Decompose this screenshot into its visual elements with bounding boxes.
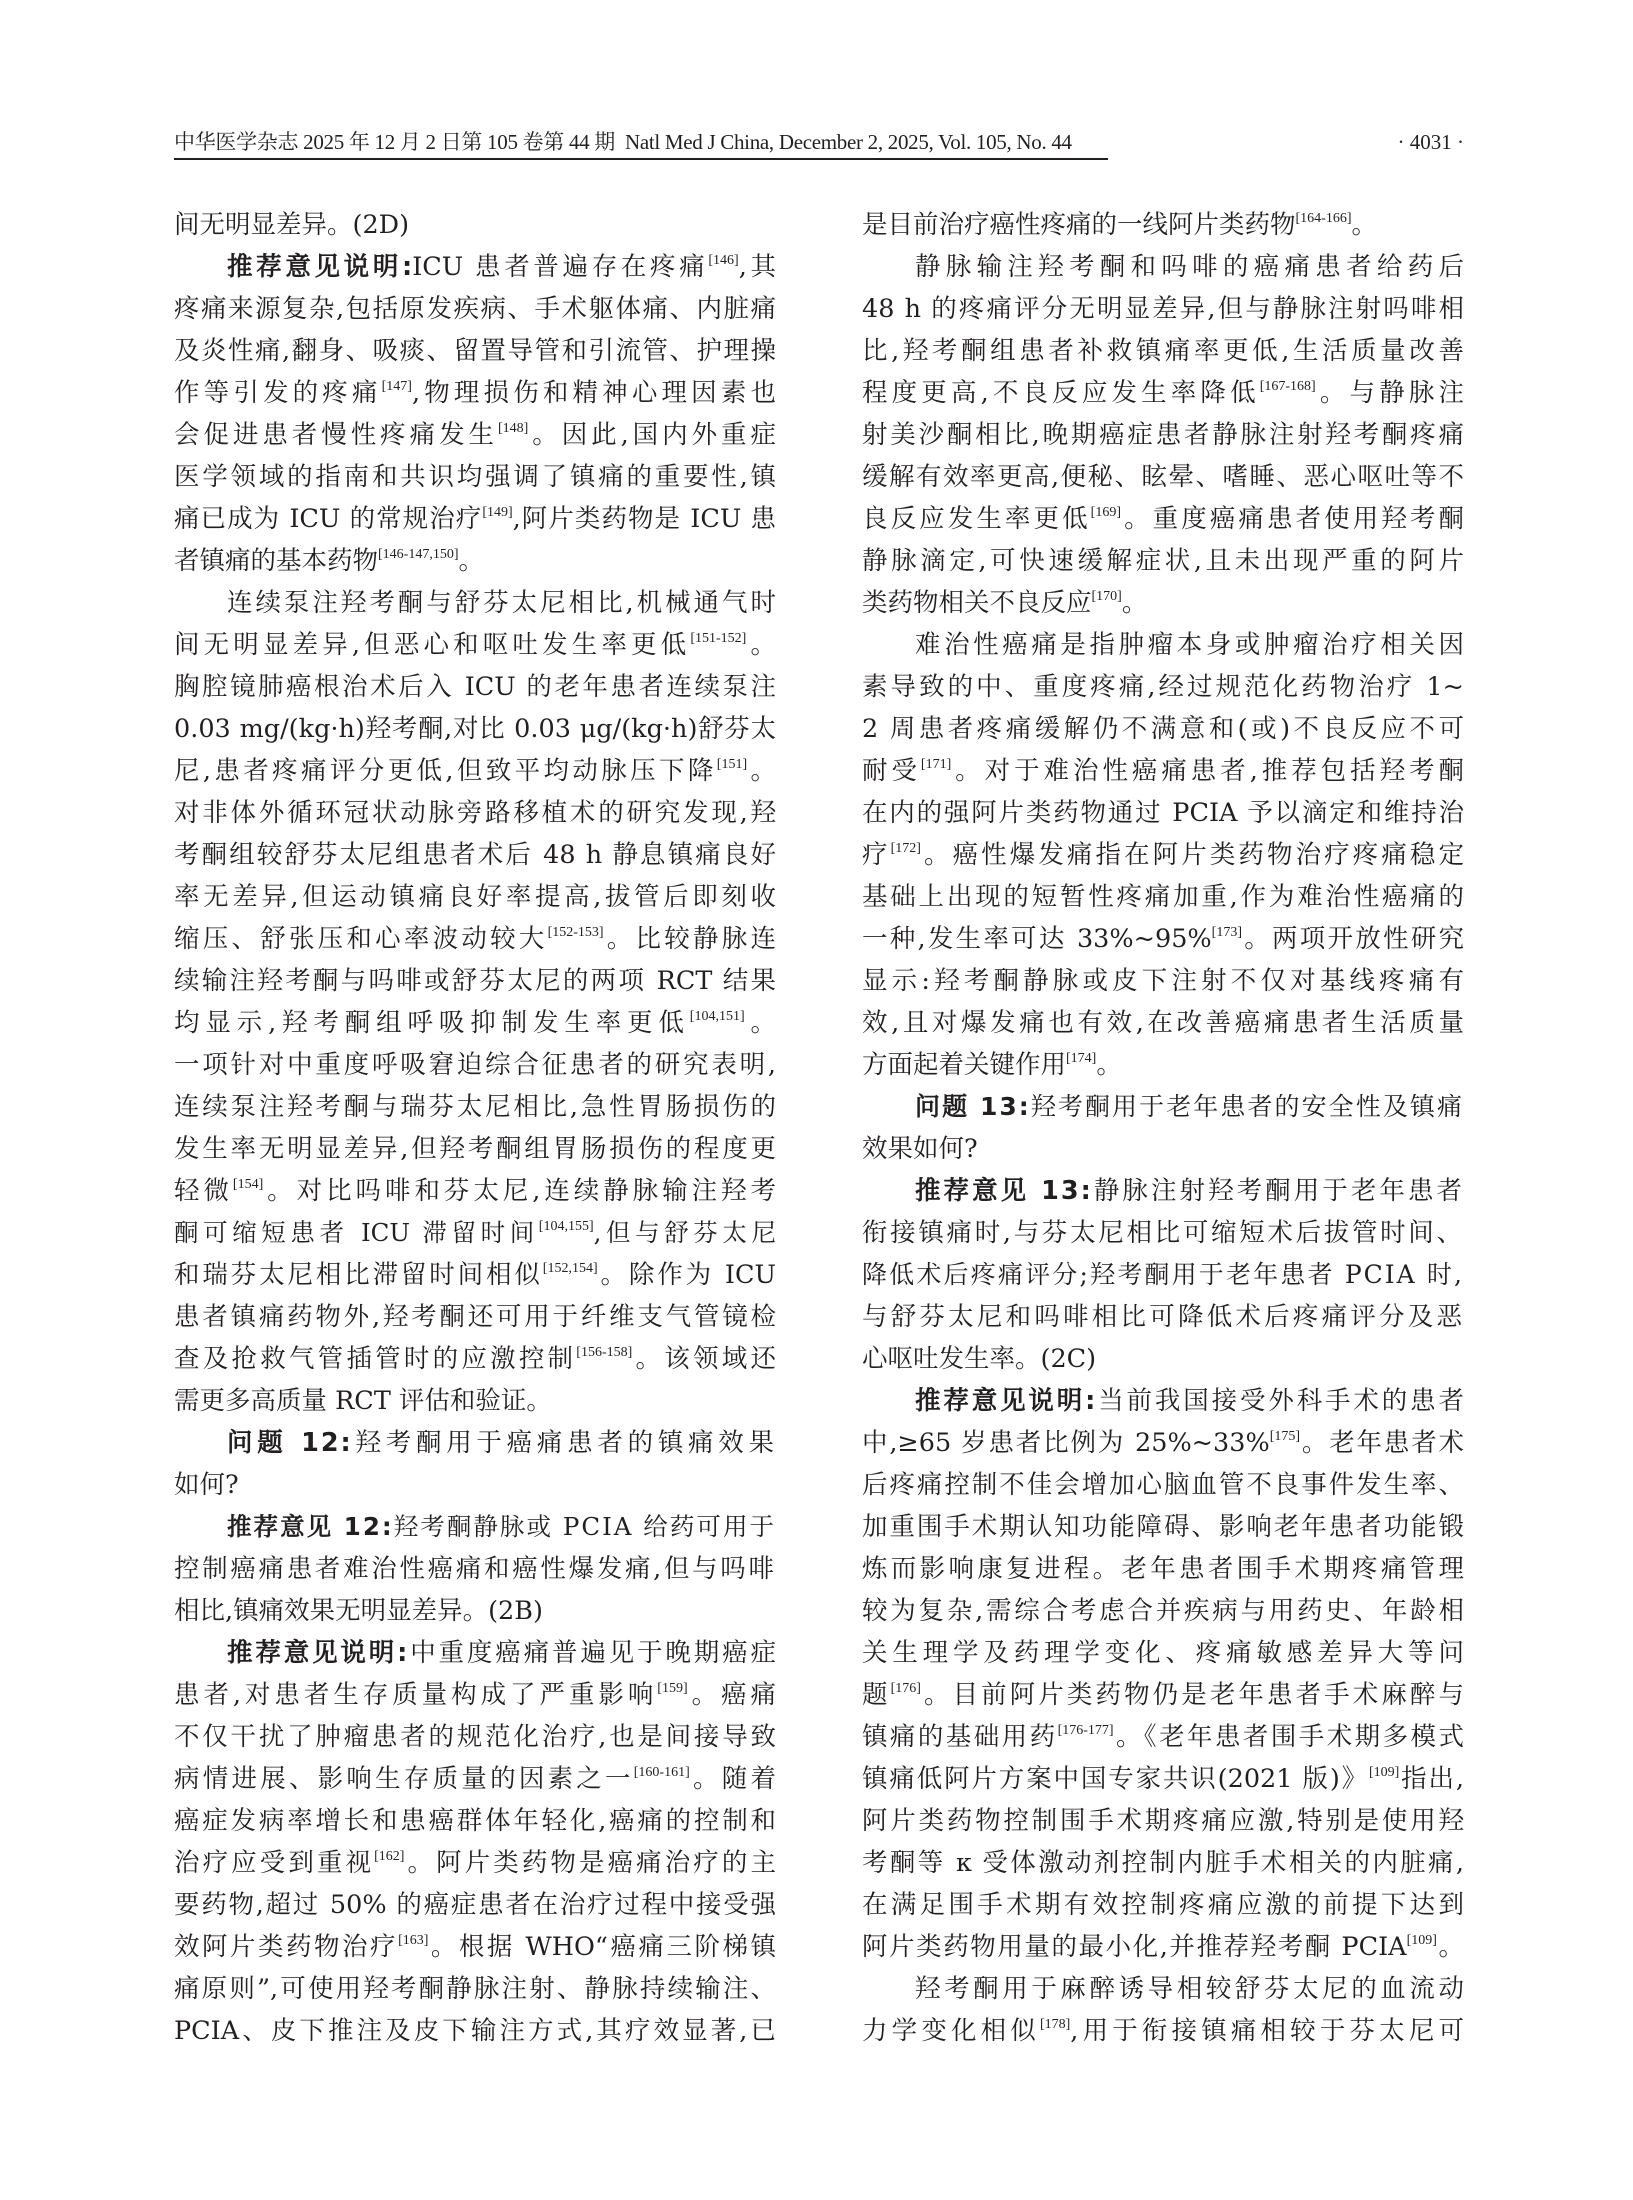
text-line: [862, 1548, 1464, 1590]
citation-superscript: [178]: [1039, 2017, 1071, 2032]
body-text: 静脉注射羟考酮用于老年患者: [1092, 1176, 1464, 1206]
body-text: 疼痛来源复杂,包括原发疾病、手术躯体痛、内脏痛: [174, 294, 776, 324]
body-text: 羟考酮静脉或 PCIA 给药可用于: [393, 1512, 776, 1541]
body-text: 类药物相关不良反应: [862, 588, 1092, 618]
text-line: [862, 1926, 1464, 1968]
body-text: 效果如何?: [862, 1134, 978, 1164]
citation-superscript: [159]: [657, 1681, 688, 1696]
text-line: [862, 1800, 1464, 1842]
text-line: [862, 1212, 1464, 1254]
text-line: [174, 1002, 776, 1044]
text-line: [174, 1212, 776, 1254]
body-text: 镇痛的基础用药: [862, 1722, 1058, 1752]
body-text: 患者,对患者生存质量构成了严重影响: [174, 1680, 658, 1710]
text-line: [862, 1338, 1464, 1380]
text-line: [174, 1338, 776, 1380]
text-line: [862, 1422, 1464, 1464]
citation-superscript: [148]: [497, 421, 529, 436]
citation-superscript: [109]: [1406, 1933, 1437, 1948]
body-text: 胸腔镜肺癌根治术后入 ICU 的老年患者连续泵注: [174, 672, 776, 702]
text-line: [174, 372, 776, 414]
text-line: [862, 582, 1464, 624]
body-text: 。: [746, 630, 776, 660]
text-line: [174, 666, 776, 708]
citation-superscript: [149]: [482, 505, 513, 520]
body-text: 。: [747, 756, 776, 786]
text-line: [862, 624, 1464, 666]
body-text: ,其: [738, 252, 776, 282]
body-text: 。重度癌痛患者使用羟考酮: [1121, 504, 1464, 534]
citation-superscript: [156-158]: [576, 1345, 633, 1360]
section-label: 问题 12:: [227, 1428, 353, 1458]
text-line: [862, 2010, 1464, 2052]
text-line: [862, 750, 1464, 792]
citation-superscript: [152,154]: [542, 1261, 598, 1276]
text-line: [862, 1968, 1464, 2010]
text-line: [174, 624, 776, 666]
body-text: 如何?: [174, 1470, 239, 1500]
citation-superscript: [170]: [1091, 589, 1122, 604]
journal-title-cn: 中华医学杂志 2025 年 12 月 2 日第 105 卷第 44 期: [174, 130, 615, 154]
body-text: ,用于衔接镇痛相较于芬太尼可: [1070, 2016, 1464, 2046]
body-text: 素导致的中、重度疼痛,经过规范化药物治疗 1~: [862, 672, 1464, 702]
text-line: [862, 246, 1464, 288]
body-text: 间无明显差异。(2D): [174, 210, 410, 240]
text-line: [174, 1380, 776, 1422]
text-line: [174, 1464, 776, 1506]
citation-superscript: [104,155]: [538, 1219, 594, 1234]
body-text: 题: [862, 1680, 891, 1710]
body-text: 作等引发的疼痛: [174, 378, 382, 408]
body-text: 缩压、舒张压和心率波动较大: [174, 924, 548, 954]
body-text: 中,≥65 岁患者比例为 25%~33%: [862, 1428, 1270, 1458]
body-text: 查及抢救气管插管时的应激控制: [174, 1344, 577, 1374]
text-line: [174, 1254, 776, 1296]
text-line: [862, 1674, 1464, 1716]
body-text: 阿片类药物控制围手术期疼痛应激,特别是使用羟: [862, 1806, 1464, 1836]
body-text: 衔接镇痛时,与芬太尼相比可缩短术后拔管时间、: [862, 1218, 1464, 1248]
text-line: [862, 876, 1464, 918]
body-text: 。阿片类药物是癌痛治疗的主: [404, 1848, 776, 1878]
body-text: 与舒芬太尼和吗啡相比可降低术后疼痛评分及恶: [862, 1302, 1464, 1332]
body-text: 考酮组较舒芬太尼组患者术后 48 h 静息镇痛良好: [174, 840, 776, 870]
citation-superscript: [176-177]: [1057, 1723, 1114, 1738]
text-line: [174, 708, 776, 750]
citation-superscript: [172]: [890, 841, 921, 856]
journal-title-en: Natl Med J China, December 2, 2025, Vol. 105, No. 44: [625, 130, 1072, 154]
body-text: 难治性癌痛是指肿瘤本身或肿瘤治疗相关因: [915, 630, 1464, 660]
text-line: [174, 1170, 776, 1212]
text-line: [174, 246, 776, 288]
body-text: 。: [458, 546, 485, 576]
body-text: ICU 患者普遍存在疼痛: [412, 252, 709, 282]
body-text: 。根据 WHO“癌痛三阶梯镇: [428, 1932, 776, 1962]
citation-superscript: [164-166]: [1295, 211, 1352, 226]
body-text: 。癌性爆发痛指在阿片类药物治疗疼痛稳定: [920, 840, 1464, 870]
text-line: [174, 2010, 776, 2052]
body-text: 。对比吗啡和芬太尼,连续静脉输注羟考: [263, 1176, 776, 1206]
text-line: [862, 372, 1464, 414]
text-line: [862, 666, 1464, 708]
body-text: 考酮等 κ 受体激动剂控制内脏手术相关的内脏痛,: [862, 1848, 1464, 1878]
body-text: 间无明显差异,但恶心和呕吐发生率更低: [174, 630, 691, 660]
body-text: 均显示,羟考酮组呼吸抑制发生率更低: [174, 1008, 690, 1038]
text-line: [174, 1800, 776, 1842]
body-text: PCIA、皮下推注及皮下输注方式,其疗效显著,已: [174, 2016, 776, 2046]
text-line: [862, 1170, 1464, 1212]
body-text: 良反应发生率更低: [862, 504, 1091, 534]
citation-superscript: [167-168]: [1259, 379, 1316, 394]
body-text: 连续泵注羟考酮与瑞芬太尼相比,急性胃肠损伤的: [174, 1092, 776, 1122]
body-text: 癌症发病率增长和患癌群体年轻化,癌痛的控制和: [174, 1806, 776, 1836]
body-text: 比,羟考酮组患者补救镇痛率更低,生活质量改善: [862, 336, 1464, 366]
citation-superscript: [160-161]: [633, 1765, 690, 1780]
left-column: [174, 204, 776, 2052]
text-line: [174, 1506, 776, 1548]
body-text: 。该领域还: [632, 1344, 776, 1374]
body-text: 相比,镇痛效果无明显差异。(2B): [174, 1596, 543, 1626]
citation-superscript: [162]: [374, 1849, 405, 1864]
citation-superscript: [176]: [890, 1681, 921, 1696]
section-label: 推荐意见说明:: [915, 1386, 1096, 1416]
body-text: 轻微: [174, 1176, 233, 1206]
text-line: [862, 1464, 1464, 1506]
body-text: 2 周患者疼痛缓解仍不满意和(或)不良反应不可: [862, 714, 1464, 744]
body-text: 加重围手术期认知功能障碍、影响老年患者功能锻: [862, 1512, 1464, 1542]
body-text: ,物理损伤和精神心理因素也: [411, 378, 776, 408]
body-text: 方面起着关键作用: [862, 1050, 1067, 1080]
citation-superscript: [152-153]: [547, 925, 604, 940]
body-text: 及炎性痛,翻身、吸痰、留置导管和引流管、护理操: [174, 336, 776, 366]
section-label: 推荐意见 13:: [915, 1176, 1093, 1206]
body-text: 。对于难治性癌痛患者,推荐包括羟考酮: [951, 756, 1464, 786]
body-text: ,阿片类药物是 ICU 患: [512, 504, 776, 534]
text-line: [174, 792, 776, 834]
body-text: 射美沙酮相比,晚期癌症患者静脉注射羟考酮疼痛: [862, 420, 1464, 450]
text-line: [862, 498, 1464, 540]
text-line: [174, 918, 776, 960]
body-text: 在内的强阿片类药物通过 PCIA 予以滴定和维持治: [862, 798, 1464, 828]
section-label: 推荐意见说明:: [227, 1638, 408, 1668]
citation-superscript: [154]: [232, 1177, 264, 1192]
body-text: 连续泵注羟考酮与舒芬太尼相比,机械通气时: [227, 588, 776, 618]
text-line: [174, 1128, 776, 1170]
body-text: 指出,: [1399, 1764, 1464, 1794]
text-line: [862, 960, 1464, 1002]
body-text: 会促进患者慢性疼痛发生: [174, 420, 498, 450]
text-line: [862, 1758, 1464, 1800]
body-text: 显示:羟考酮静脉或皮下注射不仅对基线疼痛有: [862, 966, 1464, 996]
text-line: [174, 204, 776, 246]
body-text: 。: [744, 1008, 776, 1038]
section-label: 问题 13:: [915, 1092, 1031, 1121]
text-line: [174, 540, 776, 582]
text-line: [174, 1296, 776, 1338]
body-text: 。: [1351, 210, 1378, 240]
text-line: [862, 1632, 1464, 1674]
body-text: 。: [1436, 1932, 1464, 1962]
text-line: [862, 414, 1464, 456]
body-text: 炼而影响康复进程。老年患者围手术期疼痛管理: [862, 1554, 1464, 1584]
text-line: [174, 1632, 776, 1674]
text-line: [862, 1086, 1464, 1128]
text-line: [862, 1590, 1464, 1632]
body-text: 和瑞芬太尼相比滞留时间相似: [174, 1260, 543, 1290]
text-line: [174, 1842, 776, 1884]
text-line: [174, 834, 776, 876]
citation-superscript: [147]: [381, 379, 412, 394]
body-text: 。除作为 ICU: [597, 1260, 776, 1290]
text-line: [862, 708, 1464, 750]
body-text: 静脉输注羟考酮和吗啡的癌痛患者给药后: [915, 252, 1464, 282]
body-text: 0.03 mg/(kg·h)羟考酮,对比 0.03 μg/(kg·h)舒芬太: [174, 714, 776, 744]
body-text: 一种,发生率可达 33%~95%: [862, 924, 1212, 954]
body-text: 一项针对中重度呼吸窘迫综合征患者的研究表明,: [174, 1050, 776, 1080]
body-text: 在满足围手术期有效控制疼痛应激的前提下达到: [862, 1890, 1464, 1920]
body-text: 48 h 的疼痛评分无明显差异,但与静脉注射吗啡相: [862, 294, 1464, 324]
citation-superscript: [169]: [1090, 505, 1121, 520]
body-text: 耐受: [862, 756, 921, 786]
body-text: 心呕吐发生率。(2C): [862, 1344, 1097, 1374]
text-line: [174, 582, 776, 624]
body-text: 基础上出现的短暂性疼痛加重,作为难治性癌痛的: [862, 882, 1464, 912]
text-line: [862, 204, 1464, 246]
text-line: [862, 834, 1464, 876]
body-text: 酮可缩短患者 ICU 滞留时间: [174, 1218, 539, 1247]
text-line: [174, 1926, 776, 1968]
text-line: [862, 1380, 1464, 1422]
body-text: 阿片类药物用量的最小化,并推荐羟考酮 PCIA: [862, 1932, 1407, 1962]
citation-superscript: [151-152]: [690, 631, 747, 646]
body-text: 程度更高,不良反应发生率降低: [862, 378, 1260, 408]
text-line: [174, 1548, 776, 1590]
text-line: [174, 1674, 776, 1716]
text-line: [174, 288, 776, 330]
text-line: [174, 876, 776, 918]
body-text: 治疗应受到重视: [174, 1848, 375, 1878]
text-line: [862, 1044, 1464, 1086]
body-text: 镇痛低阿片方案中国专家共识(2021 版)》: [862, 1764, 1369, 1794]
text-line: [174, 1044, 776, 1086]
body-text: 羟考酮用于老年患者的安全性及镇痛: [1030, 1092, 1464, 1121]
body-text: 。老年患者术: [1300, 1428, 1464, 1458]
body-text: 较为复杂,需综合考虑合并疾病与用药史、年龄相: [862, 1596, 1464, 1626]
text-line: [862, 288, 1464, 330]
text-line: [174, 1422, 776, 1464]
text-line: [862, 918, 1464, 960]
body-text: 缓解有效率更高,便秘、眩晕、嗜睡、恶心呕吐等不: [862, 462, 1464, 492]
body-text: 疗: [862, 840, 891, 870]
body-text: ,但与舒芬太尼: [593, 1218, 776, 1247]
body-text: 羟考酮用于癌痛患者的镇痛效果: [352, 1428, 776, 1458]
body-text: 尼,患者疼痛评分更低,但致平均动脉压下降: [174, 756, 717, 786]
text-line: [174, 456, 776, 498]
body-text: 效,且对爆发痛也有效,在改善癌痛患者生活质量: [862, 1008, 1464, 1038]
text-line: [862, 1128, 1464, 1170]
citation-superscript: [151]: [716, 757, 748, 772]
citation-superscript: [175]: [1269, 1429, 1301, 1444]
body-text: 当前我国接受外科手术的患者: [1095, 1386, 1464, 1416]
text-line: [862, 1842, 1464, 1884]
citation-superscript: [163]: [398, 1933, 429, 1948]
body-text: 。与静脉注: [1315, 378, 1464, 408]
citation-superscript: [174]: [1066, 1051, 1097, 1066]
citation-superscript: [173]: [1211, 925, 1242, 940]
section-label: 推荐意见 12:: [227, 1512, 394, 1541]
body-text: 痛原则”,可使用羟考酮静脉注射、静脉持续输注、: [174, 1974, 776, 2004]
body-text: 医学领域的指南和共识均强调了镇痛的重要性,镇: [174, 462, 776, 492]
body-text: 静脉滴定,可快速缓解症状,且未出现严重的阿片: [862, 546, 1464, 576]
section-label: 推荐意见说明:: [227, 252, 413, 282]
body-text: 。比较静脉连: [603, 924, 776, 954]
body-text: 需更多高质量 RCT 评估和验证。: [174, 1386, 552, 1416]
text-line: [862, 1716, 1464, 1758]
body-text: 率无差异,但运动镇痛良好率提高,拔管后即刻收: [174, 882, 776, 912]
text-line: [174, 1086, 776, 1128]
body-text: 效阿片类药物治疗: [174, 1932, 399, 1962]
text-line: [862, 540, 1464, 582]
body-text: 。目前阿片类药物仍是老年患者手术麻醉与: [920, 1680, 1464, 1710]
text-line: [862, 1296, 1464, 1338]
body-text: 是目前治疗癌性疼痛的一线阿片类药物: [862, 210, 1296, 240]
text-line: [174, 1590, 776, 1632]
body-text: 关生理学及药理学变化、疼痛敏感差异大等问: [862, 1638, 1464, 1668]
body-text: 降低术后疼痛评分;羟考酮用于老年患者 PCIA 时,: [862, 1260, 1464, 1289]
body-text: 。《老年患者围手术期多模式: [1113, 1722, 1464, 1752]
text-line: [174, 1968, 776, 2010]
body-text: 患者镇痛药物外,羟考酮还可用于纤维支气管镜检: [174, 1302, 776, 1332]
text-line: [174, 1758, 776, 1800]
body-text: 后疼痛控制不佳会增加心脑血管不良事件发生率、: [862, 1470, 1464, 1500]
text-line: [174, 498, 776, 540]
text-line: [174, 414, 776, 456]
page-number: · 4031 ·: [1397, 130, 1464, 154]
body-text: 。: [1096, 1050, 1122, 1080]
body-text: 要药物,超过 50% 的癌症患者在治疗过程中接受强: [174, 1890, 776, 1920]
text-line: [174, 1884, 776, 1926]
body-text: 痛已成为 ICU 的常规治疗: [174, 504, 483, 534]
body-text: 力学变化相似: [862, 2016, 1040, 2046]
body-text: 。癌痛: [687, 1680, 776, 1710]
body-text: 者镇痛的基本药物: [174, 546, 379, 576]
body-text: 对非体外循环冠状动脉旁路移植术的研究发现,羟: [174, 798, 776, 828]
citation-superscript: [104,151]: [689, 1009, 745, 1024]
body-text: 。两项开放性研究: [1242, 924, 1464, 954]
text-line: [862, 1254, 1464, 1296]
body-text: 发生率无明显差异,但羟考酮组胃肠损伤的程度更: [174, 1134, 776, 1164]
text-line: [862, 1002, 1464, 1044]
body-text: 控制癌痛患者难治性癌痛和癌性爆发痛,但与吗啡: [174, 1554, 776, 1584]
body-text: 续输注羟考酮与吗啡或舒芬太尼的两项 RCT 结果: [174, 966, 776, 996]
right-column: [862, 204, 1464, 2052]
text-line: [174, 1716, 776, 1758]
text-line: [862, 456, 1464, 498]
citation-superscript: [146-147,150]: [378, 547, 459, 562]
body-text: 病情进展、影响生存质量的因素之一: [174, 1764, 634, 1794]
body-text: 中重度癌痛普遍见于晚期癌症: [407, 1638, 776, 1668]
body-text: 。: [1121, 588, 1148, 618]
text-line: [174, 330, 776, 372]
running-header: [174, 128, 1108, 160]
text-line: [174, 750, 776, 792]
text-line: [862, 1506, 1464, 1548]
text-line: [174, 960, 776, 1002]
body-text: 。随着: [689, 1764, 776, 1794]
text-line: [862, 792, 1464, 834]
body-text: 。因此,国内外重症: [528, 420, 776, 450]
citation-superscript: [146]: [708, 253, 739, 268]
text-line: [862, 1884, 1464, 1926]
citation-superscript: [171]: [920, 757, 952, 772]
body-text: 不仅干扰了肿瘤患者的规范化治疗,也是间接导致: [174, 1722, 776, 1752]
body-text: 羟考酮用于麻醉诱导相较舒芬太尼的血流动: [915, 1974, 1464, 2004]
citation-superscript: [109]: [1368, 1765, 1400, 1780]
text-line: [862, 330, 1464, 372]
